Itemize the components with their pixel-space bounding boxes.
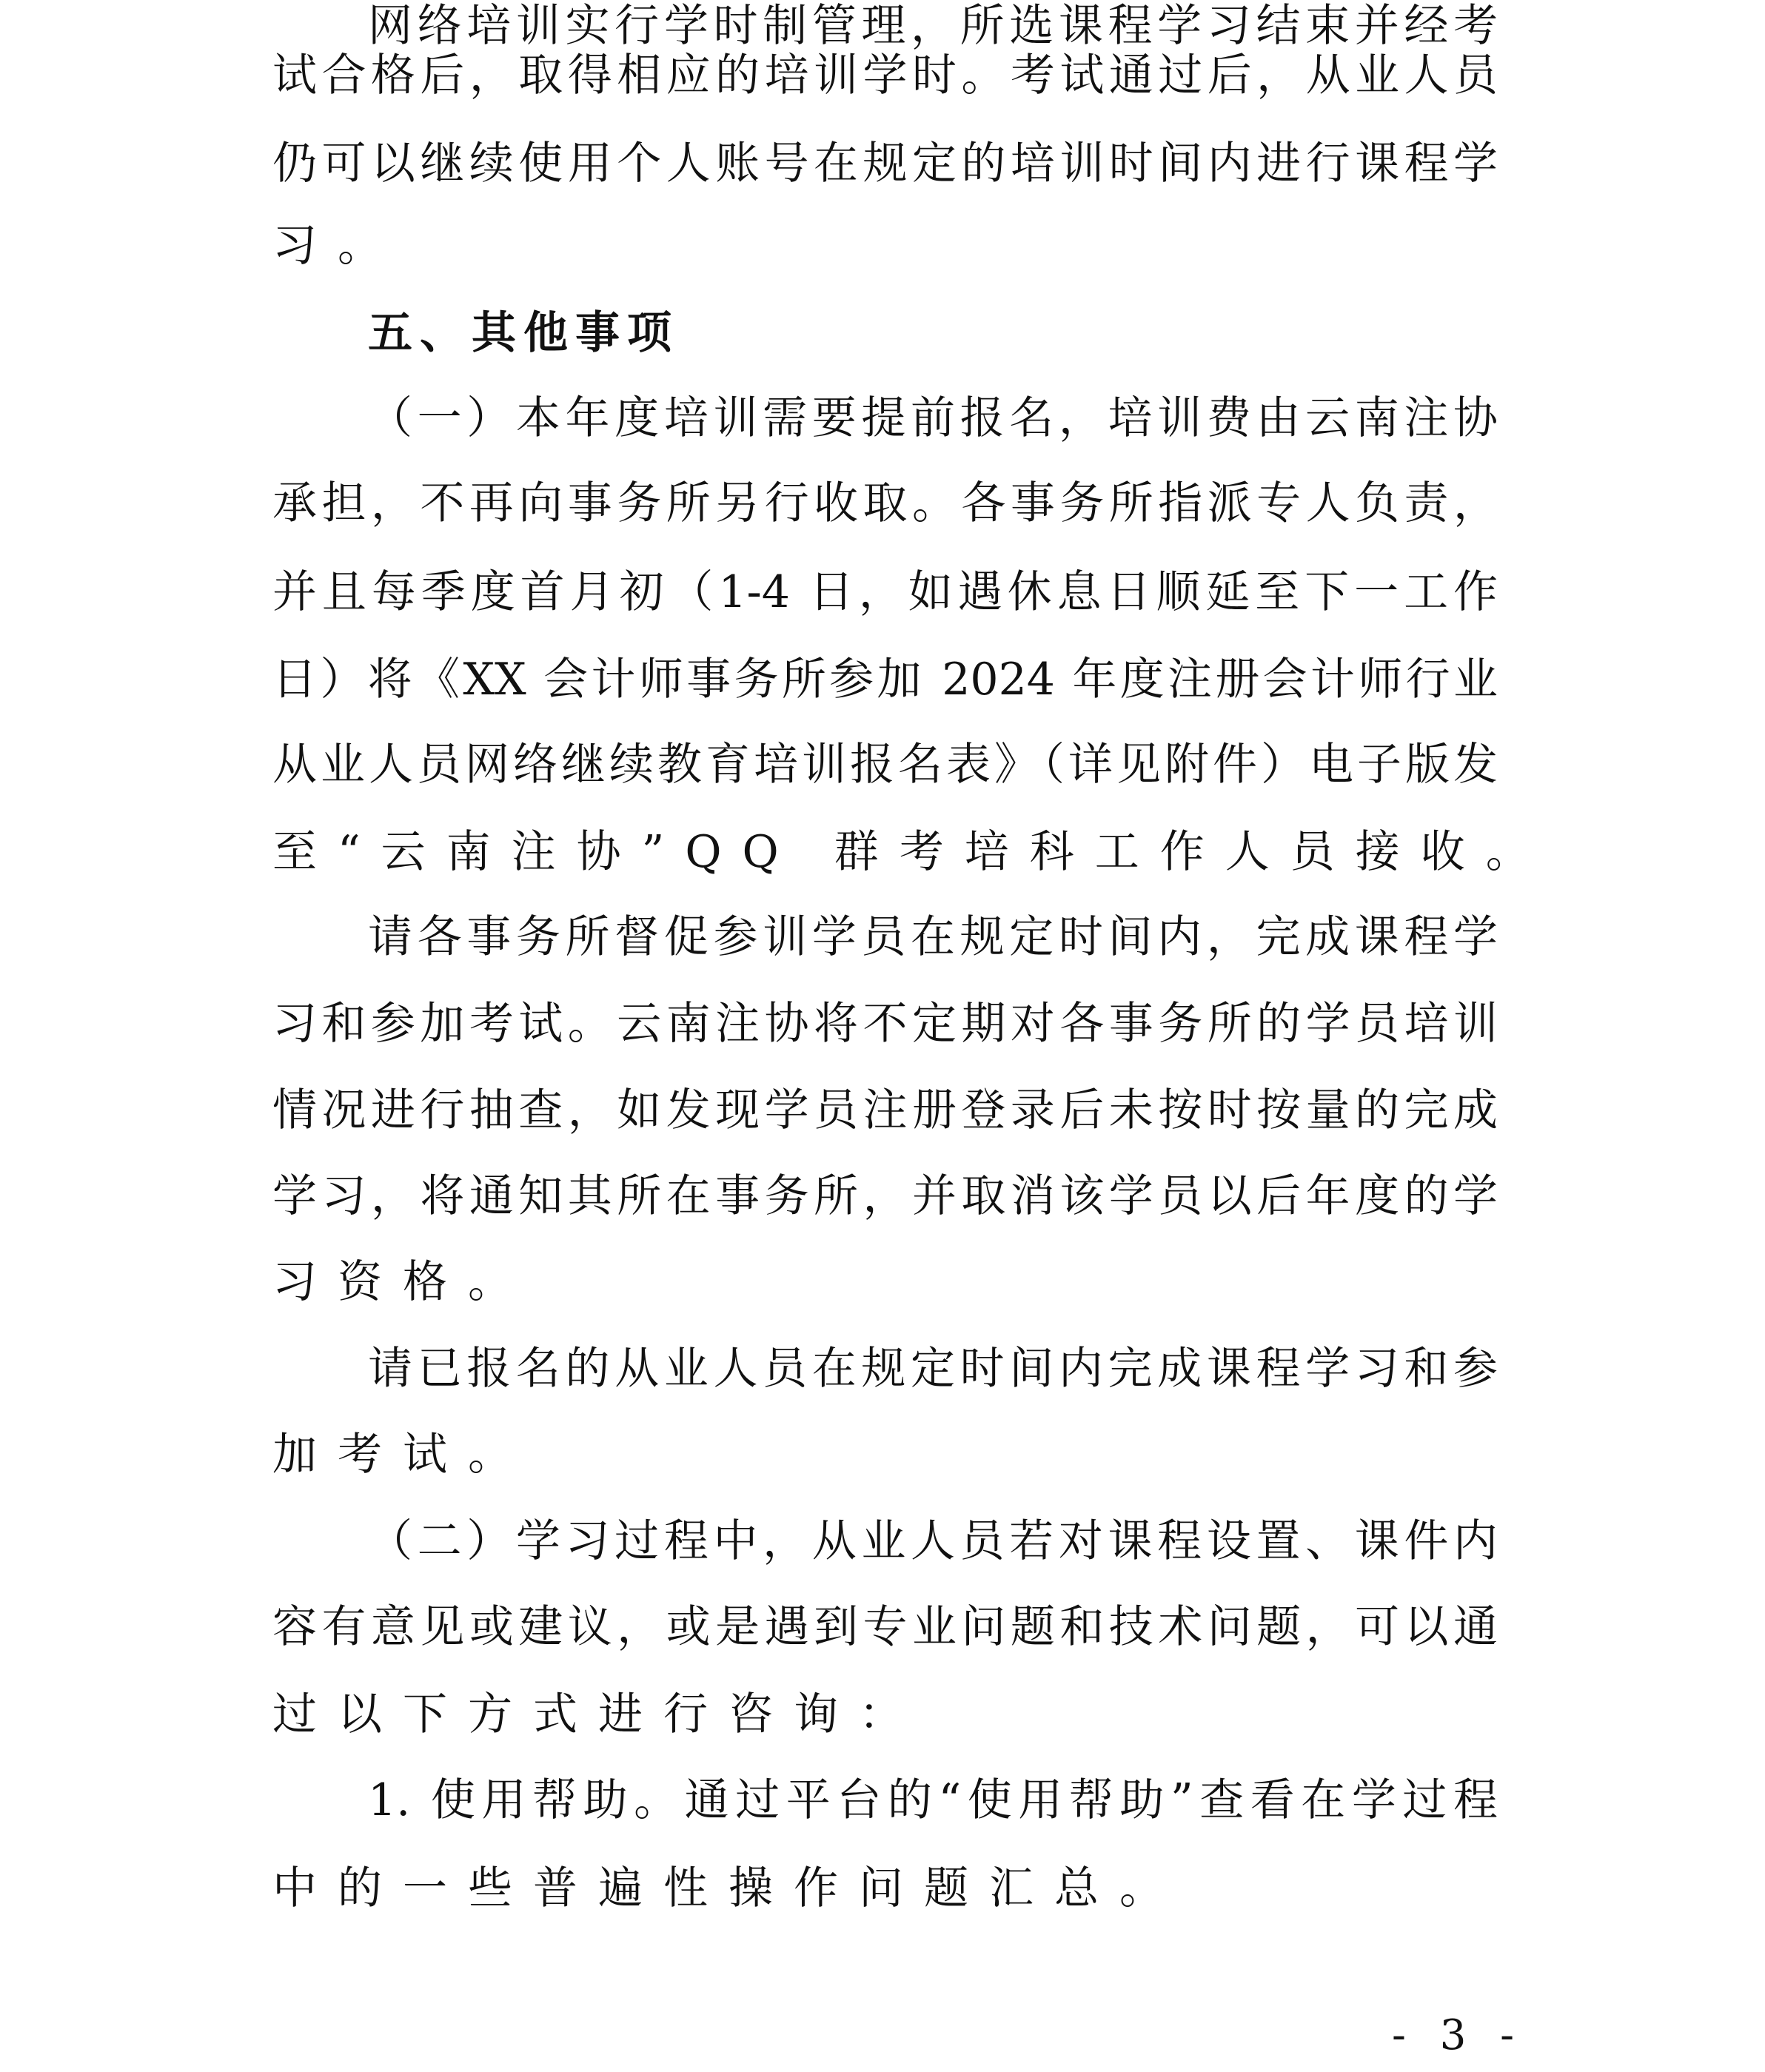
paragraph-line: 从业人员网络继续教育培训报名表》（详见附件）电子版发 <box>272 739 1498 791</box>
paragraph-line: 加考试。 <box>272 1429 533 1481</box>
paragraph-line: 仍可以继续使用个人账号在规定的培训时间内进行课程学 <box>272 138 1498 190</box>
paragraph-line: 网络培训实行学时制管理，所选课程学习结束并经考 <box>368 0 1498 52</box>
paragraph-line: 请已报名的从业人员在规定时间内完成课程学习和参 <box>368 1343 1498 1395</box>
paragraph-line: 中的一些普遍性操作问题汇总。 <box>272 1863 1185 1914</box>
paragraph-line: 容有意见或建议，或是遇到专业问题和技术问题，可以通 <box>272 1601 1498 1653</box>
paragraph-line: 习和参加考试。云南注协将不定期对各事务所的学员培训 <box>272 998 1498 1050</box>
paragraph-line: （二）学习过程中，从业人员若对课程设置、课件内 <box>368 1515 1498 1567</box>
paragraph-line: （一）本年度培训需要提前报名，培训费由云南注协 <box>368 392 1498 444</box>
paragraph-line: 1. 使用帮助。通过平台的“使用帮助”查看在学过程 <box>368 1774 1498 1826</box>
page-number: - 3 - <box>1392 2011 1525 2059</box>
paragraph-line: 情况进行抽查，如发现学员注册登录后未按时按量的完成 <box>272 1084 1498 1136</box>
paragraph-line: 并且每季度首月初（1-4 日，如遇休息日顺延至下一工作 <box>272 566 1498 618</box>
paragraph-line: 日）将《XX 会计师事务所参加 2024 年度注册会计师行业 <box>272 654 1498 705</box>
paragraph-line: 过以下方式进行咨询： <box>272 1689 924 1740</box>
paragraph-line: 习资格。 <box>272 1256 533 1308</box>
paragraph-line: 至“云南注协”QQ 群考培科工作人员接收。 <box>272 826 1551 878</box>
paragraph-line: 习。 <box>272 220 403 272</box>
paragraph-line: 试合格后，取得相应的培训学时。考试通过后，从业人员 <box>272 50 1498 101</box>
section-heading: 五、其他事项 <box>368 307 679 359</box>
paragraph-line: 请各事务所督促参训学员在规定时间内，完成课程学 <box>368 911 1498 963</box>
paragraph-line: 学习，将通知其所在事务所，并取消该学员以后年度的学 <box>272 1170 1498 1222</box>
paragraph-line: 承担，不再向事务所另行收取。各事务所指派专人负责， <box>272 477 1498 529</box>
